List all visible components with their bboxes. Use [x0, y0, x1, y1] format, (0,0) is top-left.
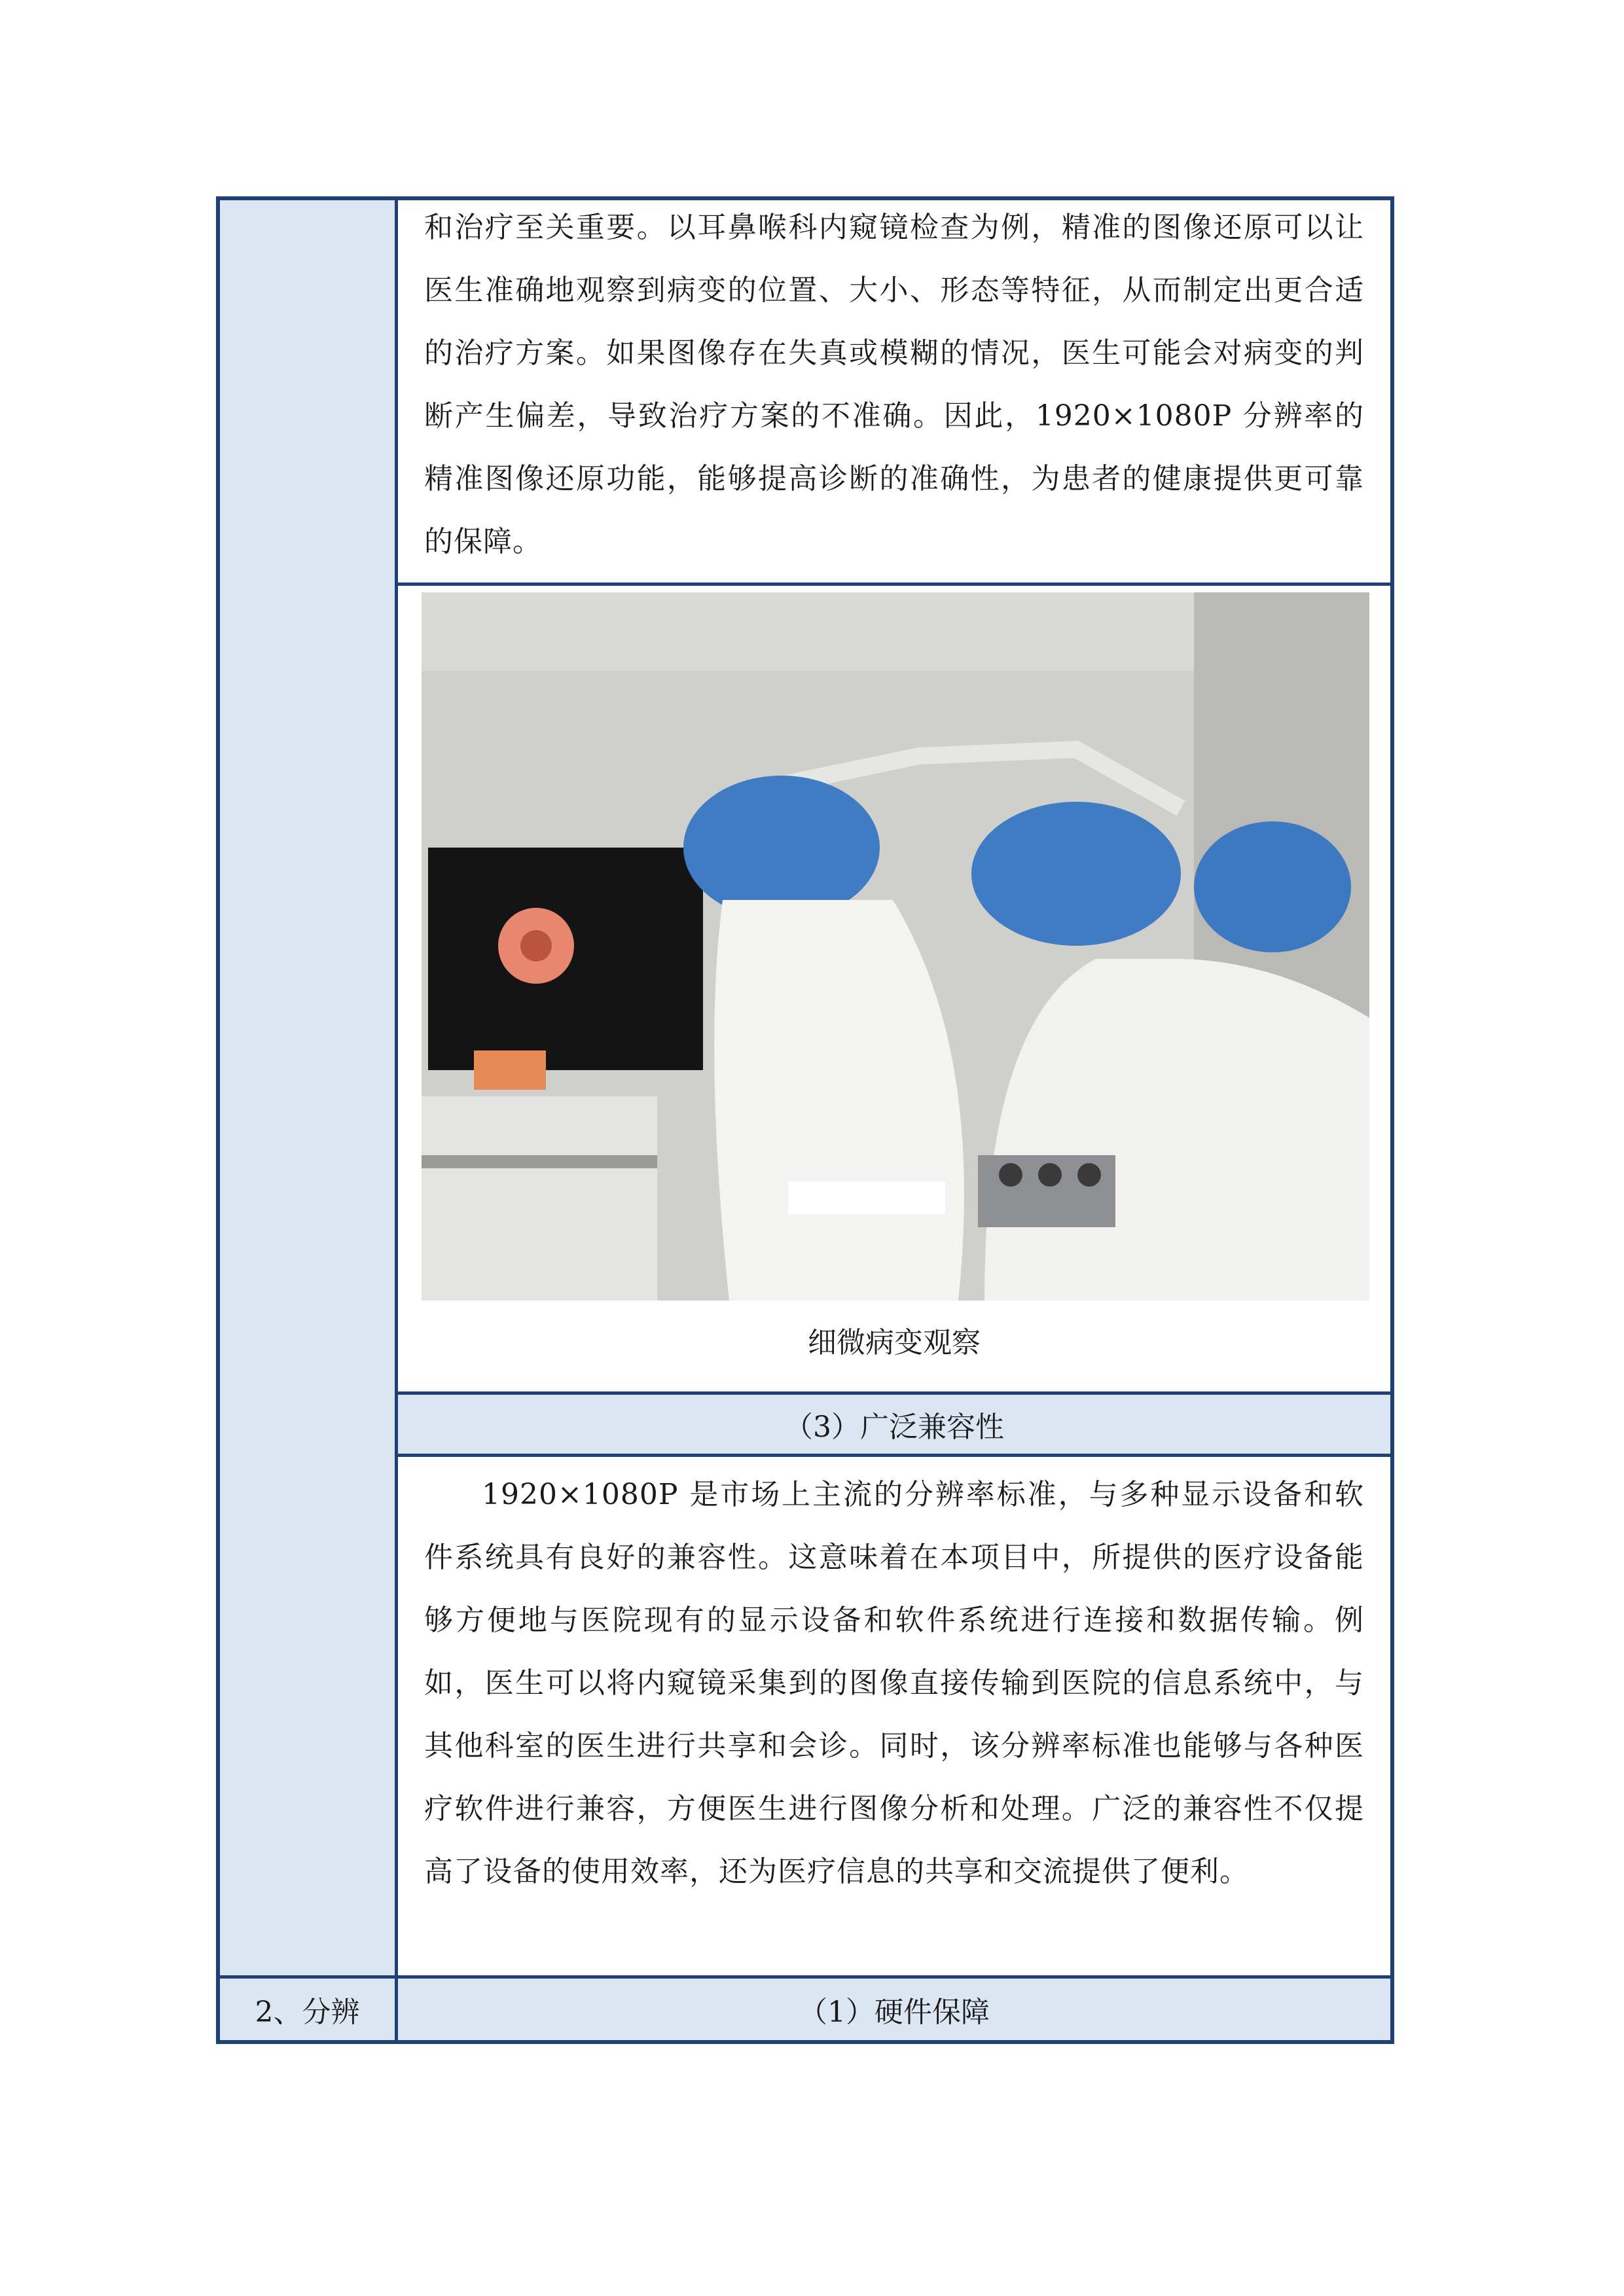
paragraph-cell-3 [398, 1457, 1390, 1975]
paragraph-1: 和治疗至关重要。以耳鼻喉科内窥镜检查为例，精准的图像还原可以让医生准确地观察到病变的位置、大小、形态等特征，从而制定出更合适的治疗方案。如果图像存在失真或模糊的情况，医生可能会对病变的判断产生偏差，导致治疗方案的不准确。因此，1920×1080P 分辨率的精准图像还原功能，能够提高诊断的准确性，为患者的健康提供更可靠的保障。 [424, 211, 1364, 558]
section-1-header: （1）硬件保障 [398, 1975, 1390, 2040]
row-label: 2、分辨 [220, 1975, 395, 2040]
left-column [220, 200, 398, 2040]
paragraph-3: 1920×1080P 是市场上主流的分辨率标准，与多种显示设备和软件系统具有良好的兼容性。这意味着在本项目中，所提供的医疗设备能够方便地与医院现有的显示设备和软件系统进行连接和数据传输。例如，医生可以将内窥镜采集到的图像直接传输到医院的信息系统中，与其他科室的医生进行共享和会诊。同时，该分辨率标准也能够与各种医疗软件进行兼容，方便医生进行图像分析和处理。广泛的兼容性不仅提高了设备的使用效率，还为医疗信息的共享和交流提供了便利。 [424, 1478, 1364, 1888]
image-caption: 细微病变观察 [808, 1326, 981, 1359]
paragraph-cell-1 [398, 200, 1390, 583]
document-table [216, 196, 1394, 2044]
image-cell [398, 583, 1390, 1391]
section-3-header: （3）广泛兼容性 [398, 1391, 1390, 1457]
endoscopy-photo [422, 592, 1369, 1300]
